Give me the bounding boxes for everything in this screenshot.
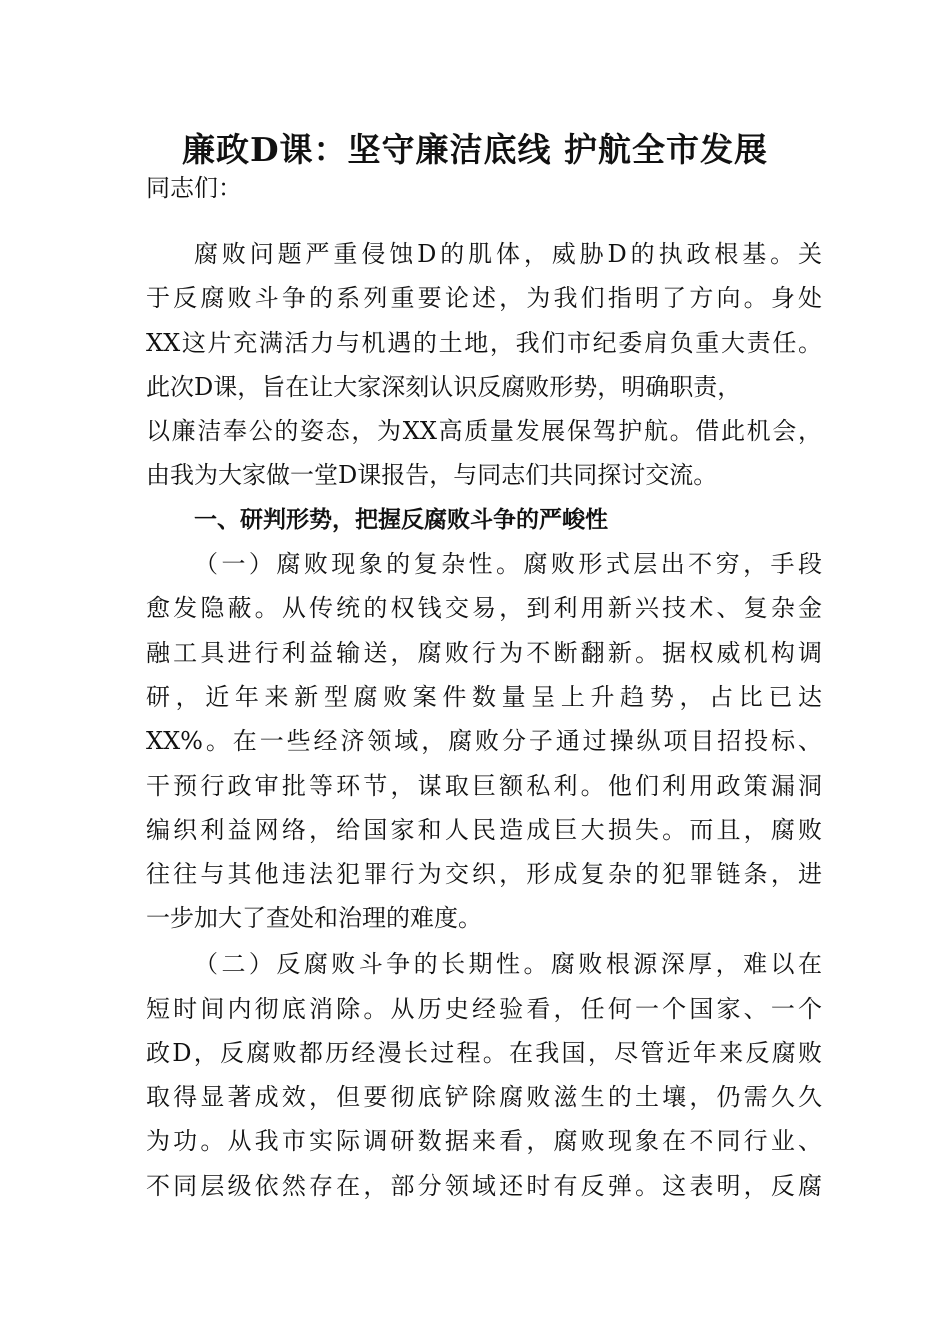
text-line: XX这片充满活力与机遇的土地，我们市纪委肩负重大责任。 bbox=[146, 328, 822, 357]
text-line: 腐败问题严重侵蚀D的肌体，威胁D的执政根基。关 bbox=[194, 240, 822, 268]
text-line: XX%。在一些经济领域，腐败分子通过操纵项目招投标、 bbox=[146, 727, 822, 756]
text-line: 干预行政审批等环节，谋取巨额私利。他们利用政策漏洞 bbox=[146, 771, 822, 800]
text-line: 研，近年来新型腐败案件数量呈上升趋势，占比已达 bbox=[146, 682, 822, 711]
text-line: 一步加大了查处和治理的难度。 bbox=[146, 904, 482, 933]
text-line: 为功。从我市实际调研数据来看，腐败现象在不同行业、 bbox=[146, 1127, 822, 1156]
text-line: 短时间内彻底消除。从历史经验看，任何一个国家、一个 bbox=[146, 994, 822, 1023]
text-line: 不同层级依然存在，部分领域还时有反弹。这表明，反腐 bbox=[146, 1171, 822, 1200]
text-line: （二）反腐败斗争的长期性。腐败根源深厚，难以在 bbox=[194, 950, 822, 979]
section-heading: 一、研判形势，把握反腐败斗争的严峻性 bbox=[194, 506, 608, 533]
salutation: 同志们： bbox=[146, 174, 242, 202]
text-line: 此次D课，旨在让大家深刻认识反腐败形势，明确职责， bbox=[146, 372, 742, 401]
document-title: 廉政D课：坚守廉洁底线 护航全市发展 bbox=[181, 130, 769, 169]
text-line: 编织利益网络，给国家和人民造成巨大损失。而且，腐败 bbox=[146, 815, 822, 844]
text-line: 由我为大家做一堂D课报告，与同志们共同探讨交流。 bbox=[146, 461, 718, 490]
text-line: 取得显著成效，但要彻底铲除腐败滋生的土壤，仍需久久 bbox=[146, 1083, 822, 1112]
document-body bbox=[146, 232, 822, 1208]
text-line: 往往与其他违法犯罪行为交织，形成复杂的犯罪链条，进 bbox=[146, 860, 822, 889]
text-line: （一）腐败现象的复杂性。腐败形式层出不穷，手段 bbox=[194, 550, 822, 579]
text-line: 于反腐败斗争的系列重要论述，为我们指明了方向。身处 bbox=[146, 284, 822, 313]
text-line: 愈发隐蔽。从传统的权钱交易，到利用新兴技术、复杂金 bbox=[146, 594, 822, 623]
text-line: 政D，反腐败都历经漫长过程。在我国，尽管近年来反腐败 bbox=[146, 1038, 822, 1067]
text-line: 融工具进行利益输送，腐败行为不断翻新。据权威机构调 bbox=[146, 638, 822, 667]
text-line: 以廉洁奉公的姿态，为XX高质量发展保驾护航。借此机会， bbox=[146, 417, 822, 446]
